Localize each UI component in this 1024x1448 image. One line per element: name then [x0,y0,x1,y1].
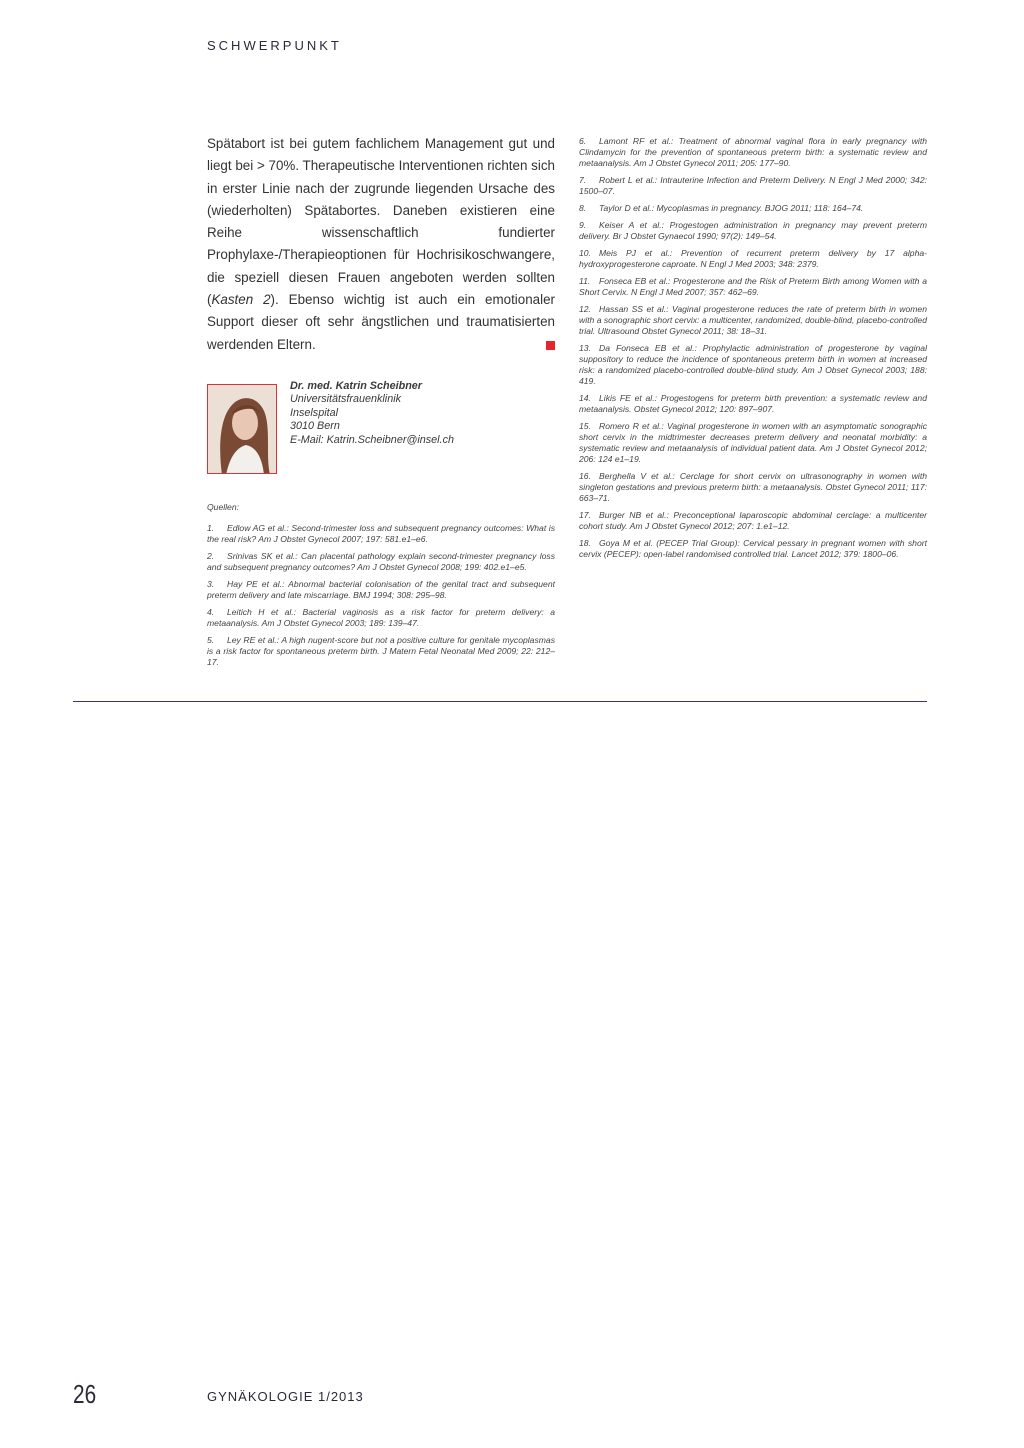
reference-text: Srinivas SK et al.: Can placental pathology explain second-trimester pregnancy loss and subsequent pregnancy outcomes? Am J Obstet Gynecol 2008; 199: 402.e1–e5. [207,550,555,572]
reference-item [579,393,927,415]
reference-item [579,538,927,560]
reference-number: 15. [579,421,591,431]
references-list-right [579,136,927,560]
reference-text: Leitich H et al.: Bacterial vaginosis as a risk factor for preterm delivery: a metaanalysis. Am J Obstet Gynecol 2003; 189: 139–47. [207,606,555,628]
reference-item [579,220,927,242]
reference-text: Keiser A et al.: Progestogen administration in pregnancy may prevent preterm delivery. Br J Obstet Gynaecol 1990; 97(2): 149–54. [579,220,927,241]
reference-number: 18. [579,538,591,548]
reference-item [579,203,927,214]
reference-item [207,607,555,629]
journal-title: GYNÄKOLOGIE 1/2013 [207,1389,364,1404]
reference-item [207,523,555,545]
references-left [207,502,555,668]
references-list-left [207,523,555,668]
reference-text: Edlow AG et al.: Second-trimester loss and subsequent pregnancy outcomes: What is the real risk? Am J Obstet Gynecol 2007; 197: 581.e1–e6. [207,522,555,544]
reference-text: Meis PJ et al.: Prevention of recurrent preterm delivery by 17 alpha-hydroxyprogesterone caproate. N Engl J Med 2003; 348: 2379. [579,248,927,269]
reference-number: 7. [579,175,587,185]
reference-text: Da Fonseca EB et al.: Prophylactic administration of progesterone by vaginal suppository to reduce the incidence of spontaneous preterm birth in women at increased risk: a randomized placebo-controlled double-blind study. Am J Obset Gynecol 2003; 188: 419. [579,343,927,386]
reference-number: 2. [207,550,215,561]
footer-rule [73,701,927,702]
reference-text: Likis FE et al.: Progestogens for preterm birth prevention: a systematic review and metaanalysis. Obstet Gynecol 2012; 120: 897–907. [579,393,927,414]
reference-item [579,471,927,504]
reference-text: Hay PE et al.: Abnormal bacterial colonisation of the genital tract and subsequent preterm delivery and late miscarriage. BMJ 1994; 308: 295–98. [207,578,555,600]
reference-text: Taylor D et al.: Mycoplasmas in pregnancy. BJOG 2011; 118: 164–74. [599,203,864,213]
reference-item [579,248,927,270]
reference-text: Goya M et al. (PECEP Trial Group): Cervical pessary in pregnant women with short cervix (PECEP): open-label randomised controlled trial. Lancet 2012; 379: 1800–06. [579,538,927,559]
reference-number: 14. [579,393,591,403]
reference-number: 3. [207,578,215,589]
body-text-start: Spätabort ist bei gutem fachlichem Management gut und liegt bei > 70%. Therapeutische Interventionen richten sich in erster Linie nach der zugrunde liegenden Ursache des (wiederholten) Spätabortes. Daneben existieren eine Reihe wissenschaftlich fundierter Prophylaxe-/Therapieoptionen für Hochrisikoschwangere, die speziell diesen Frauen angeboten werden sollten ( [207,136,555,308]
body-paragraph [207,133,555,356]
reference-text: Burger NB et al.: Preconceptional laparoscopic abdominal cerclage: a multicenter cohort study. Am J Obstet Gynecol 2012; 207: 1.e1–12. [579,510,927,531]
reference-item [207,551,555,573]
reference-number: 6. [579,136,587,146]
author-email[interactable]: E-Mail: Katrin.Scheibner@insel.ch [290,433,454,446]
reference-text: Robert L et al.: Intrauterine Infection and Preterm Delivery. N Engl J Med 2000; 342: 1500–07. [579,175,927,196]
reference-number: 1. [207,522,215,533]
reference-number: 5. [207,634,215,645]
section-label: SCHWERPUNKT [207,38,342,53]
body-text-end: ). Ebenso wichtig ist auch ein emotionaler Support dieser oft sehr ängstlichen und traumatisierten werdenden Eltern. [207,292,555,352]
right-column [579,136,927,566]
reference-number: 17. [579,510,591,520]
reference-item [579,304,927,337]
reference-number: 4. [207,606,215,617]
reference-text: Lamont RF et al.: Treatment of abnormal vaginal flora in early pregnancy with Clindamycin for the prevention of spontaneous preterm birth: a systematic review and metaanalysis. Am J Obstet Gynecol 2011; 205: 177–90. [579,136,927,168]
reference-item [579,510,927,532]
reference-item [579,276,927,298]
reference-text: Ley RE et al.: A high nugent-score but not a positive culture for genitale mycoplasmas is a risk factor for spontaneous preterm birth. J Matern Fetal Neonatal Med 2009; 22: 212–17. [207,634,555,667]
reference-item [579,136,927,169]
reference-text: Berghella V et al.: Cerclage for short cervix on ultrasonography in women with singleton gestations and previous preterm birth: a metaanalysis. Obstet Gynecol 2011; 117: 663–71. [579,471,927,503]
reference-number: 8. [579,203,587,213]
author-photo [207,384,277,474]
author-name: Dr. med. Katrin Scheibner [290,379,422,392]
left-column [207,133,555,674]
author-hospital: Inselspital [290,406,339,419]
author-block [207,380,555,480]
reference-text: Fonseca EB et al.: Progesterone and the Risk of Preterm Birth among Women with a Short Cervix. N Engl J Med 2007; 357: 462–69. [579,276,927,297]
reference-item [207,635,555,668]
reference-item [207,579,555,601]
reference-item [579,421,927,465]
author-institution: Universitätsfrauenklinik [290,393,402,406]
reference-number: 16. [579,471,591,481]
reference-text: Romero R et al.: Vaginal progesterone in women with an asymptomatic sonographic short cervix in the midtrimester decreases preterm delivery and neonatal morbidity: a systematic review and metaanalysis of individual patient data. Am J Obstet Gynecol 2012; 206: 124 e1–19. [579,421,927,464]
reference-text: Hassan SS et al.: Vaginal progesterone reduces the rate of preterm birth in women with a sonographic short cervix: a multicenter, randomized, double-blind, placebo-controlled trial. Ultrasound Obstet Gynecol 2011; 38: 18–31. [579,304,927,336]
reference-number: 12. [579,304,591,314]
page-number: 26 [73,1379,97,1409]
reference-number: 9. [579,220,587,230]
reference-number: 10. [579,248,591,258]
reference-number: 11. [579,276,591,286]
reference-item [579,175,927,197]
references-title: Quellen: [207,501,240,512]
reference-item [579,343,927,387]
author-city: 3010 Bern [290,420,340,433]
box-reference: Kasten 2 [211,292,271,308]
end-of-article-marker [546,341,555,350]
reference-number: 13. [579,343,591,353]
author-contact [290,380,454,447]
